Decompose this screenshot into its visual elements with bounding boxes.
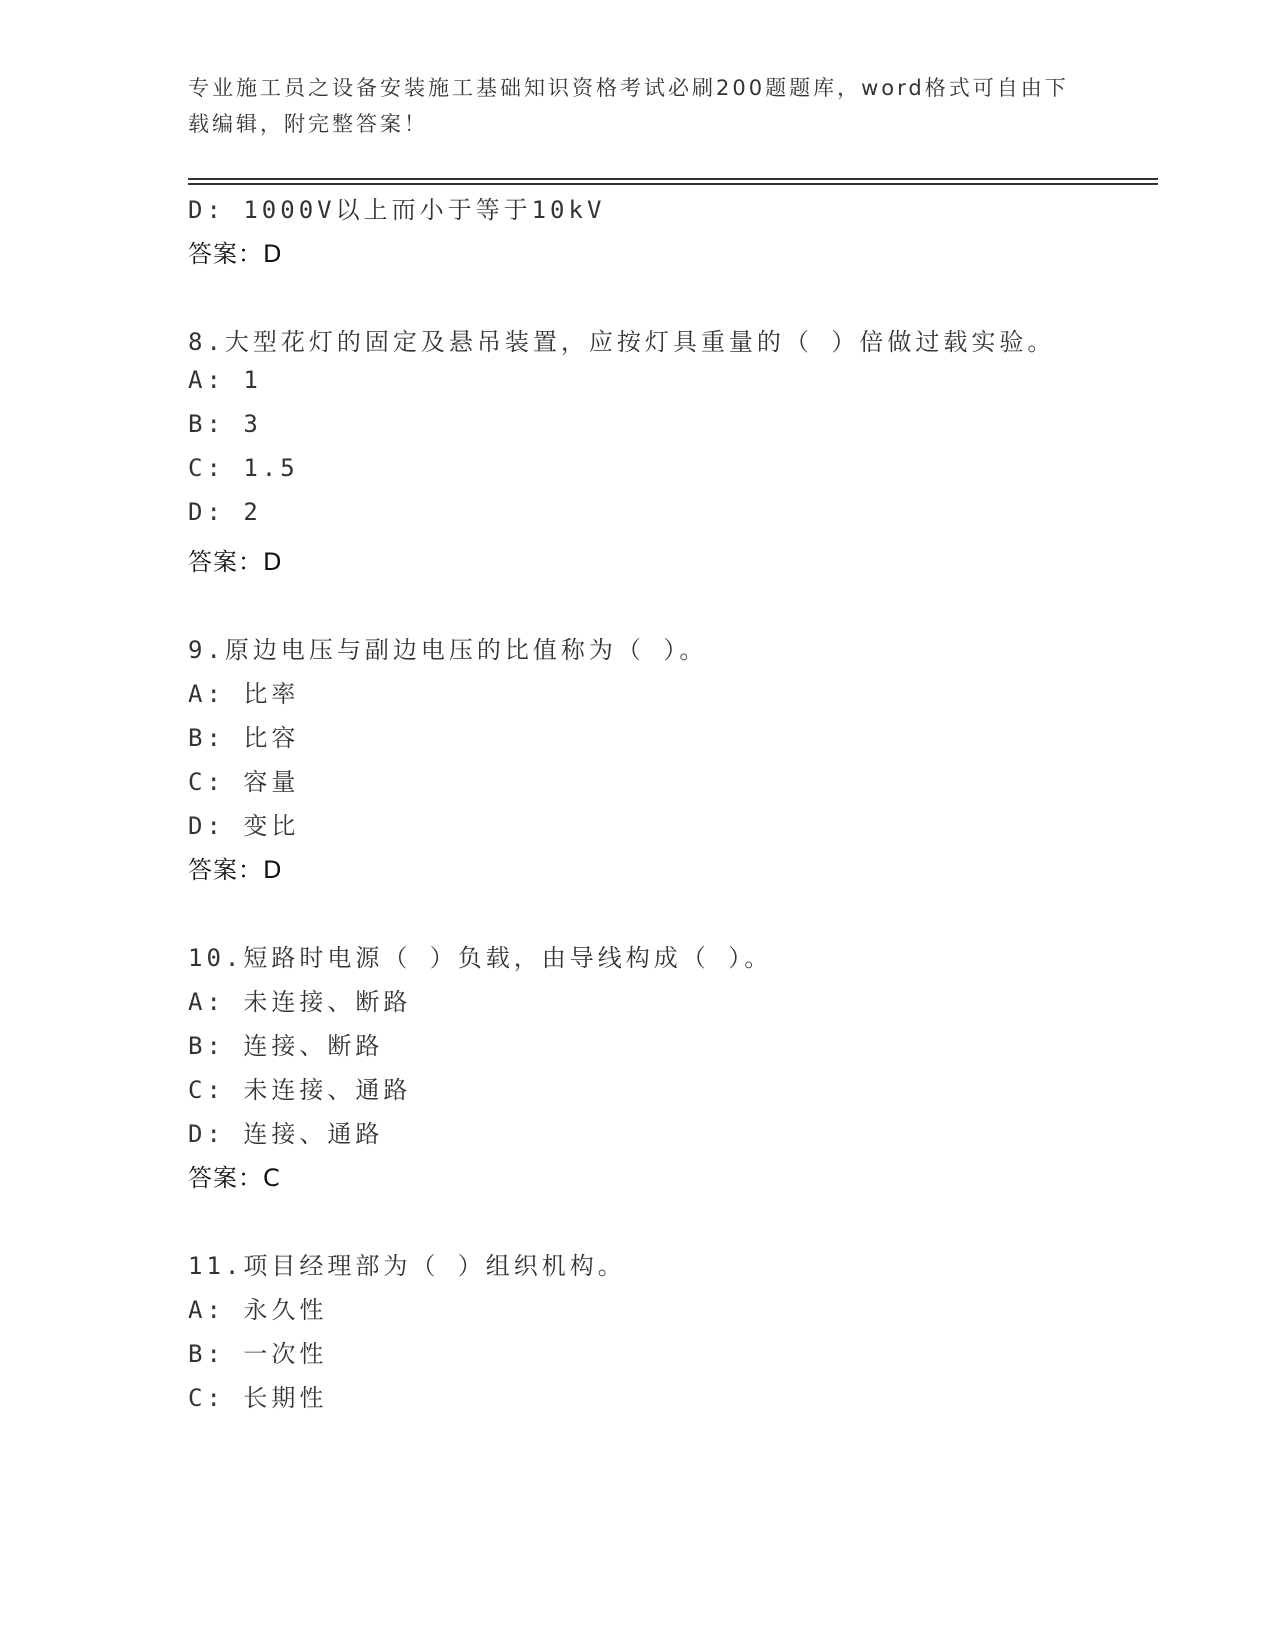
question-8-stem: 8.大型花灯的固定及悬吊装置，应按灯具重量的（ ）倍做过载实验。 <box>188 328 1056 356</box>
header-divider-bottom <box>188 183 1158 185</box>
question-9-option-d: D: 变比 <box>188 812 300 840</box>
question-9-option-c: C: 容量 <box>188 768 300 796</box>
question-10-option-b: B: 连接、断路 <box>188 1032 384 1060</box>
question-8-option-a: A: 1 <box>188 366 262 394</box>
question-10-option-a: A: 未连接、断路 <box>188 988 412 1016</box>
question-11-stem: 11.项目经理部为（ ）组织机构。 <box>188 1252 626 1280</box>
question-8-option-c: C: 1.5 <box>188 454 299 482</box>
document-header-title: 专业施工员之设备安装施工基础知识资格考试必刷200题题库，word格式可自由下载编辑，附完整答案！ <box>188 76 1069 136</box>
question-10-answer: 答案：C <box>188 1164 281 1192</box>
prev-answer: 答案：D <box>188 240 283 268</box>
question-9-answer: 答案：D <box>188 856 283 884</box>
question-10-stem: 10.短路时电源（ ）负载，由导线构成（ ）。 <box>188 944 773 972</box>
header-divider-top <box>188 178 1158 180</box>
question-10-option-d: D: 连接、通路 <box>188 1120 384 1148</box>
question-11-option-c: C: 长期性 <box>188 1384 328 1412</box>
question-8-option-d: D: 2 <box>188 498 262 526</box>
question-8-option-b: B: 3 <box>188 410 262 438</box>
prev-option-d: D: 1000V以上而小于等于10kV <box>188 196 606 224</box>
question-9-option-a: A: 比率 <box>188 680 300 708</box>
question-9-option-b: B: 比容 <box>188 724 300 752</box>
question-8-answer: 答案：D <box>188 548 283 576</box>
question-9-stem: 9.原边电压与副边电压的比值称为（ ）。 <box>188 636 708 664</box>
question-10-option-c: C: 未连接、通路 <box>188 1076 412 1104</box>
question-11-option-b: B: 一次性 <box>188 1340 328 1368</box>
question-11-option-a: A: 永久性 <box>188 1296 328 1324</box>
